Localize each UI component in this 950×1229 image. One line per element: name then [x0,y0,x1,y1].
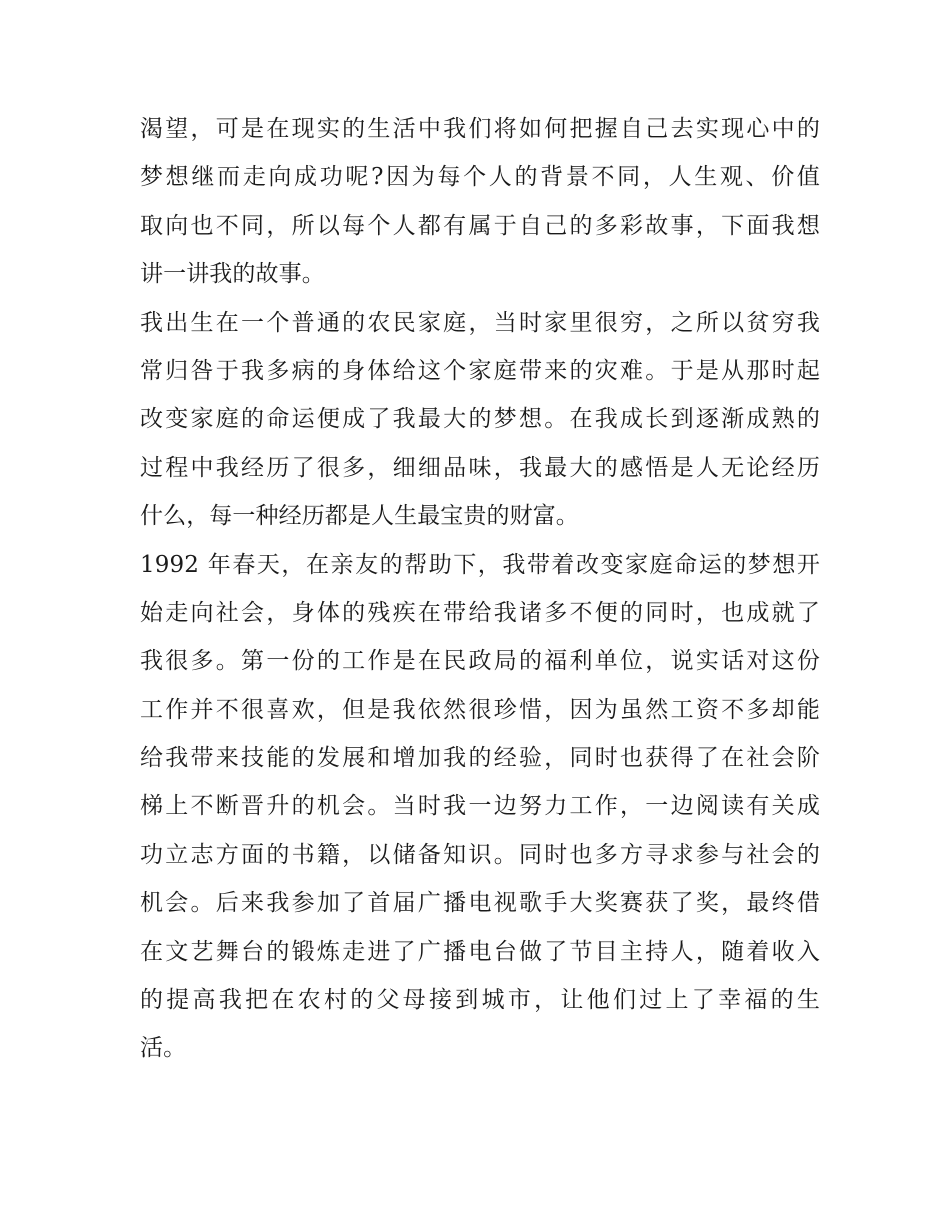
text-line: 活。 [140,1035,187,1062]
paragraph-2 [140,299,820,541]
text-line: 的提高我把在农村的父母接到城市，让他们过上了幸福的生 [140,987,820,1014]
text-line: 我很多。第一份的工作是在民政局的福利单位，说实话对这份 [140,648,820,675]
text-line: 渴望，可是在现实的生活中我们将如何把握自己去实现心中的 [140,116,820,142]
text-line: 功立志方面的书籍，以储备知识。同时也多方寻求参与社会的 [140,841,820,868]
text-line: 常归咎于我多病的身体给这个家庭带来的灾难。于是从那时起 [140,357,820,384]
text-line: 机会。后来我参加了首届广播电视歌手大奖赛获了奖，最终借 [140,890,820,917]
text-line: 在文艺舞台的锻炼走进了广播电台做了节目主持人，随着收入 [140,938,820,965]
text-line: 讲一讲我的故事。 [140,261,325,288]
text-line: 梯上不断晋升的机会。当时我一边努力工作，一边阅读有关成 [140,793,820,820]
paragraph-1 [140,105,820,299]
text-line: 工作并不很喜欢，但是我依然很珍惜，因为虽然工资不多却能 [140,696,820,723]
document-body [140,105,820,1073]
text-line: 给我带来技能的发展和增加我的经验，同时也获得了在社会阶 [140,745,820,772]
text-line: 什么，每一种经历都是人生最宝贵的财富。 [140,503,579,530]
text-line: 始走向社会，身体的残疾在带给我诸多不便的同时，也成就了 [140,599,820,626]
text-line: 1992 年春天，在亲友的帮助下，我带着改变家庭命运的梦想开 [140,551,820,578]
text-line: 我出生在一个普通的农民家庭，当时家里很穷，之所以贫穷我 [140,309,820,336]
paragraph-3 [140,541,820,1073]
text-line: 梦想继而走向成功呢?因为每个人的背景不同，人生观、价值 [140,164,820,191]
text-line: 取向也不同，所以每个人都有属于自己的多彩故事，下面我想 [140,212,820,239]
text-line: 改变家庭的命运便成了我最大的梦想。在我成长到逐渐成熟的 [140,406,820,433]
text-line: 过程中我经历了很多，细细品味，我最大的感悟是人无论经历 [140,454,820,481]
